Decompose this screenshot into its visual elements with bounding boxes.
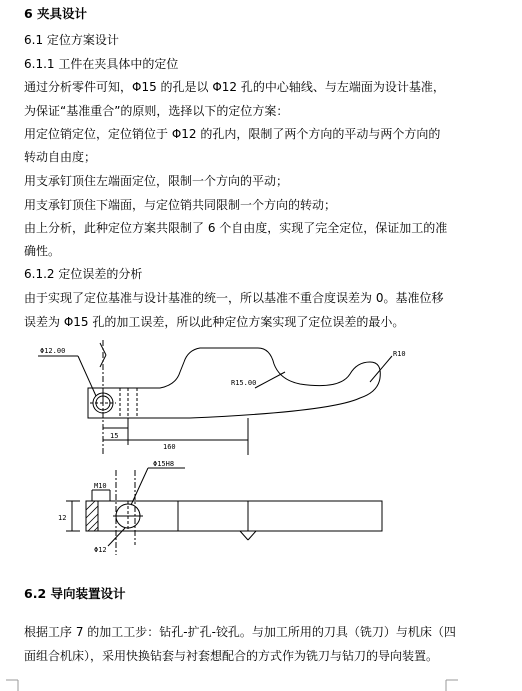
label-dim-15: 15 (110, 432, 119, 440)
section-6-1-1-title: 6.1.1 工件在夹具体中的定位 (24, 57, 179, 71)
section-6-2-title: 6.2 导向装置设计 (24, 586, 126, 601)
paragraph-line: 根据工序 7 的加工工步：钻孔-扩孔-铰孔。与加工所用的刀具（铣刀）与机床（四 (24, 625, 456, 639)
paragraph-line: 用支承钉顶住左端面定位，限制一个方向的平动； (24, 174, 289, 188)
paragraph-line: 为保证“基准重合”的原则，选择以下的定位方案： (24, 104, 289, 118)
label-d12-bottom: Φ12 (94, 546, 107, 554)
label-dim-12: 12 (58, 514, 67, 522)
label-r15: R15.00 (231, 379, 257, 387)
section-6-1-title: 6.1 定位方案设计 (24, 33, 119, 47)
page-corner-marks (6, 680, 458, 691)
paragraph-line: 面组合机床），采用快换钻套与衬套想配合的方式作为铣刀与钻刀的导向装置。 (24, 649, 439, 663)
label-r10: R10 (393, 350, 406, 358)
label-m10: M10 (94, 482, 107, 490)
paragraph-line: 用定位销定位，定位销位于 Φ12 的孔内，限制了两个方向的平动与两个方向的 (24, 127, 441, 141)
section-6-title: 6 夹具设计 (24, 6, 88, 21)
label-dim-160: 160 (163, 443, 176, 451)
paragraph-line: 转动自由度； (24, 150, 97, 164)
paragraph-line: 误差为 Φ15 孔的加工误差，所以此种定位方案实现了定位误差的最小。 (24, 315, 405, 329)
paragraph-line: 用支承钉顶住下端面，与定位销共同限制一个方向的转动； (24, 198, 337, 212)
label-d12-top: Φ12.00 (40, 347, 66, 355)
paragraph-line: 由上分析，此种定位方案共限制了 6 个自由度，实现了完全定位，保证加工的准 (24, 221, 448, 235)
paragraph-line: 由于实现了定位基准与设计基准的统一，所以基准不重合度误差为 0。基准位移 (24, 291, 444, 305)
paragraph-line: 确性。 (24, 244, 61, 258)
label-d15h8: Φ15H8 (153, 460, 175, 468)
paragraph-line: 通过分析零件可知，Φ15 的孔是以 Φ12 孔的中心轴线、与左端面为设计基准， (24, 80, 445, 94)
section-6-1-2-title: 6.1.2 定位误差的分析 (24, 267, 143, 281)
